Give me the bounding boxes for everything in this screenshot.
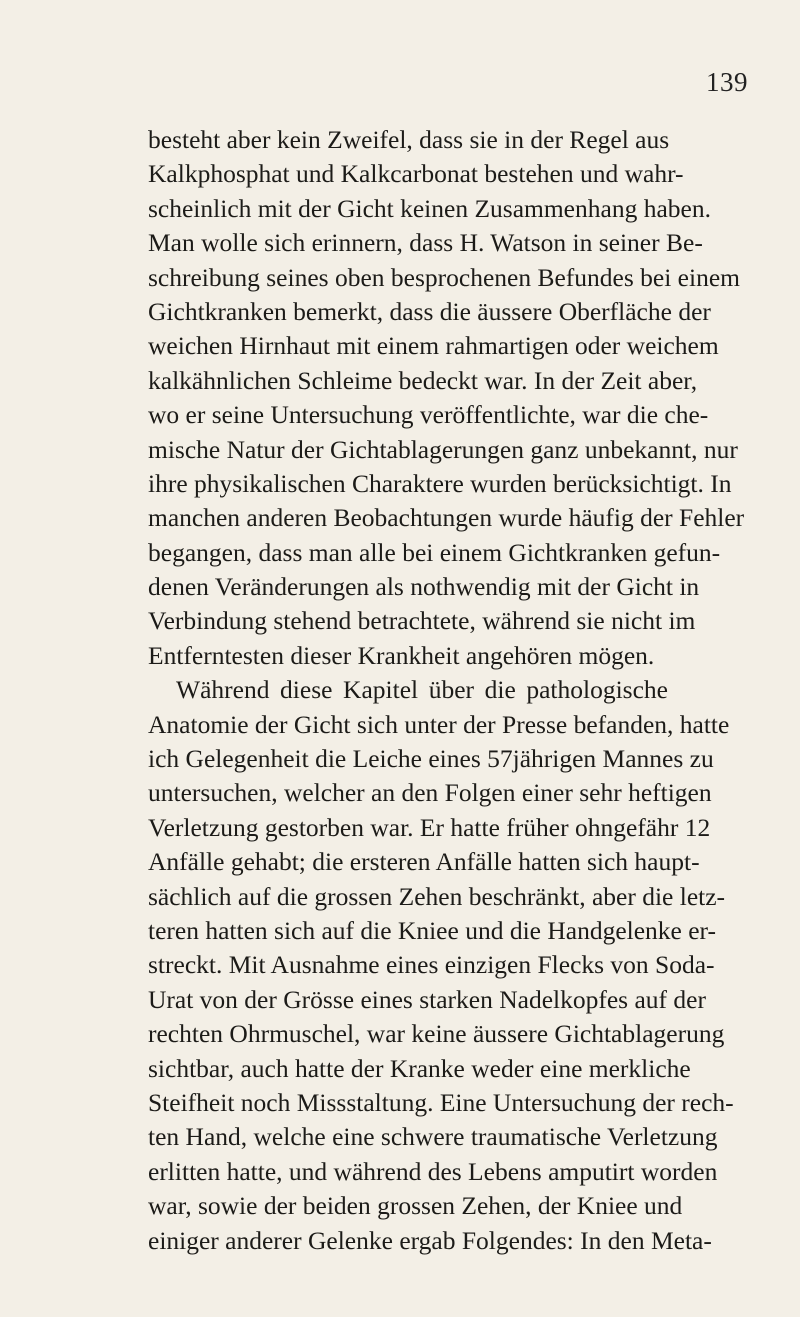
text-line: manchen anderen Beobachtungen wurde häufig der Fehler [148,503,745,533]
text-line: ihre physikalischen Charaktere wurden berücksichtigt. In [148,468,732,498]
text-line: mische Natur der Gichtablagerungen ganz unbekannt, nur [148,434,738,464]
text-line: Kalkphosphat und Kalkcarbonat bestehen und wahr- [148,159,684,189]
text-line: Während diese Kapitel über die pathologische [176,675,668,705]
text-line: kalkähnlichen Schleime bedeckt war. In der Zeit aber, [148,365,698,395]
text-line: weichen Hirnhaut mit einem rahmartigen oder weichem [148,331,719,361]
paragraph-1 [148,123,745,673]
text-line: teren hatten sich auf die Kniee und die Handgelenke er- [148,915,717,945]
text-line: ich Gelegenheit die Leiche eines 57jährigen Mannes zu [148,744,714,774]
paragraph-2 [148,673,734,1258]
text-line: war, sowie der beiden grossen Zehen, der Kniee und [148,1191,683,1221]
text-line: einiger anderer Gelenke ergab Folgendes: In den Meta- [148,1225,712,1255]
text-line: besteht aber kein Zweifel, dass sie in der Regel aus [148,125,670,154]
text-line: Anatomie der Gicht sich unter der Presse befanden, hatte [148,709,730,739]
page-number: 139 [706,67,748,97]
text-line: Gichtkranken bemerkt, dass die äussere Oberfläche der [148,296,711,326]
text-line: untersuchen, welcher an den Folgen einer sehr heftigen [148,778,712,808]
text-line: scheinlich mit der Gicht keinen Zusammenhang haben. [148,193,711,223]
text-line: schreibung seines oben besprochenen Befundes bei einem [148,262,740,292]
text-line: wo er seine Untersuchung veröffentlichte, war die che- [148,400,709,430]
text-line: streckt. Mit Ausnahme eines einzigen Flecks von Soda- [148,950,715,980]
text-line: Entferntesten dieser Krankheit angehören mögen. [148,640,655,670]
text-line: Anfälle gehabt; die ersteren Anfälle hatten sich haupt- [148,847,700,877]
text-line: ten Hand, welche eine schwere traumatische Verletzung [148,1122,718,1152]
text-line: erlitten hatte, und während des Lebens amputirt worden [148,1156,718,1186]
text-line: denen Veränderungen als nothwendig mit der Gicht in [148,572,700,602]
text-line: Verbindung stehend betrachtete, während sie nicht im [148,606,696,636]
text-line: Verletzung gestorben war. Er hatte früher ohngefähr 12 [148,812,711,842]
text-line: begangen, dass man alle bei einem Gichtkranken gefun- [148,537,721,567]
text-line: sichtbar, auch hatte der Kranke weder eine merkliche [148,1053,691,1083]
body-text [148,123,745,1258]
text-line: Steifheit noch Missstaltung. Eine Untersuchung der rech- [148,1087,734,1117]
text-line: sächlich auf die grossen Zehen beschränkt, aber die letz- [148,881,726,911]
text-line: rechten Ohrmuschel, war keine äussere Gichtablagerung [148,1019,725,1049]
text-line: Urat von der Grösse eines starken Nadelkopfes auf der [148,984,706,1014]
text-line: Man wolle sich erinnern, dass H. Watson in seiner Be- [148,228,703,258]
